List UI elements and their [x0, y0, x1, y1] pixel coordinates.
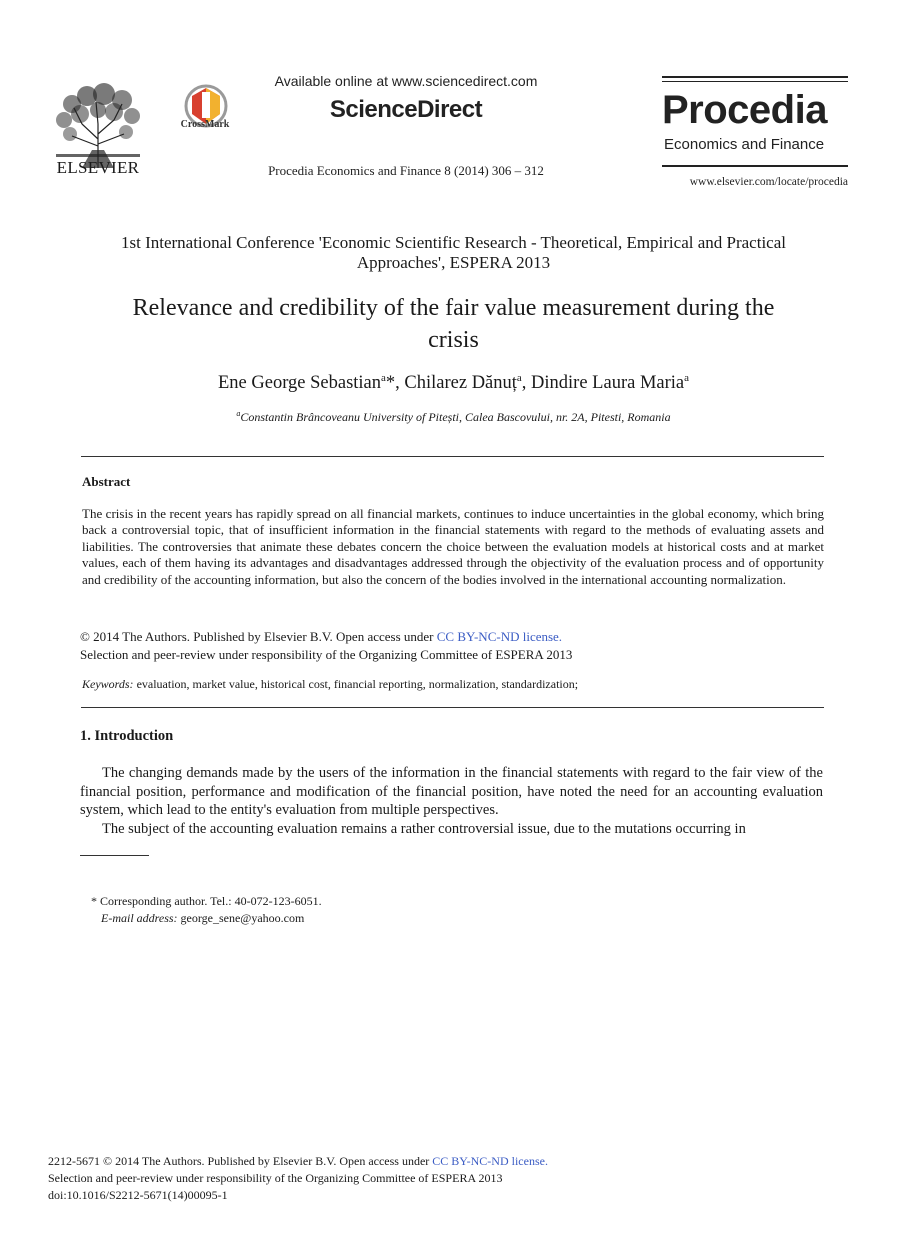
available-online-text[interactable]: Available online at www.sciencedirect.com	[274, 73, 538, 89]
sciencedirect-logo[interactable]: ScienceDirect	[329, 96, 483, 123]
affiliation-mark: a	[236, 409, 241, 418]
author-affiliation-mark: a	[684, 372, 690, 384]
copyright-line	[80, 629, 562, 645]
email-address[interactable]: george_sene@yahoo.com	[177, 911, 305, 925]
abstract-heading: Abstract	[82, 474, 131, 489]
footnote-rule	[80, 855, 149, 856]
copyright-text: © 2014 The Authors. Published by Elsevier B.V.	[80, 629, 333, 644]
email-footnote	[101, 911, 304, 926]
affiliation-text: Constantin Brâncoveanu University of Pitești, Calea Bascovului, nr. 2A, Pitesti, Romania	[240, 410, 671, 424]
crossmark-label: CrossMark	[180, 119, 230, 130]
paper-title-line-1: Relevance and credibility of the fair value measurement during the	[132, 295, 775, 321]
procedia-rule-top-thin	[662, 81, 848, 82]
paper-title-line-2: crisis	[428, 327, 479, 353]
peer-review-statement: Selection and peer-review under responsibility of the Organizing Committee of ESPERA 2013	[80, 647, 573, 662]
footer-copyright	[48, 1154, 548, 1169]
intro-paragraph-2: The subject of the accounting evaluation remains a rather controversial issue, due to the mutations occurring in	[102, 821, 746, 837]
abstract-rule-top	[81, 456, 824, 457]
procedia-title: Procedia	[662, 88, 827, 132]
author-name: Chilarez Dănuț	[404, 373, 517, 394]
abstract-body: The crisis in the recent years has rapidly spread on all financial markets, continues to induce uncertainties in the global economy, which bring back a controversial topic, that of insufficient information in the financial statements with regard to the methods of evaluating assets and liabilities. The controversies that animate these debates concern the choice between the evaluation models at historical costs and at market values, each of them having its advantages and disadvantages addressed through the objectivity of the evaluation process and of opportunity and credibility of the accounting information, but also the concern of the bodies involved in the international accounting normalization.	[82, 506, 824, 587]
intro-paragraph-1: The changing demands made by the users of the information in the financial statements with regard to the fair view of the financial position, performance and modification of the financial position, have noted the need for an accounting evaluation system, which lead to the entity's evaluation from multiple perspectives.	[80, 765, 823, 819]
abstract-rule-bottom	[81, 707, 824, 708]
affiliation	[70, 409, 837, 425]
footer-doi[interactable]: doi:10.1016/S2212-5671(14)00095-1	[48, 1188, 228, 1202]
keywords-line	[82, 677, 578, 692]
footer-license-link[interactable]: CC BY-NC-ND license.	[432, 1154, 548, 1168]
author-list	[70, 372, 837, 394]
footer-copyright-text: 2212-5671 © 2014 The Authors. Published by Elsevier B.V. Open access under	[48, 1154, 433, 1168]
conference-name	[70, 233, 837, 273]
corresponding-author-footnote: * Corresponding author. Tel.: 40-072-123-6051.	[91, 894, 322, 908]
open-access-text: Open access under	[332, 629, 437, 644]
author-affiliation-mark: a	[516, 372, 522, 384]
author-separator: *,	[385, 373, 405, 394]
paper-title	[70, 292, 837, 356]
procedia-rule-bottom	[662, 165, 848, 167]
author-affiliation-mark: a	[381, 372, 386, 384]
journal-reference: Procedia Economics and Finance 8 (2014) 306 – 312	[268, 163, 544, 178]
license-link[interactable]: CC BY-NC-ND license.	[436, 629, 563, 644]
author-separator: ,	[521, 373, 532, 394]
procedia-rule-top	[662, 76, 848, 78]
section-heading-introduction: 1. Introduction	[80, 728, 174, 744]
procedia-url[interactable]: www.elsevier.com/locate/procedia	[689, 176, 848, 188]
conference-line-1: 1st International Conference 'Economic Scientific Research - Theoretical, Empirical and Practical	[120, 233, 786, 252]
keywords-label: Keywords:	[82, 677, 134, 691]
procedia-subtitle: Economics and Finance	[664, 136, 825, 153]
author-name: Ene George Sebastian	[217, 373, 382, 394]
elsevier-wordmark: ELSEVIER	[56, 158, 140, 177]
keywords-list: evaluation, market value, historical cost, financial reporting, normalization, standardization;	[133, 677, 579, 691]
email-label: E-mail address:	[101, 911, 178, 925]
conference-line-2: Approaches', ESPERA 2013	[356, 253, 551, 272]
author-name: Dindire Laura Maria	[531, 373, 685, 394]
footer-peer-review: Selection and peer-review under responsibility of the Organizing Committee of ESPERA 2013	[48, 1171, 503, 1185]
